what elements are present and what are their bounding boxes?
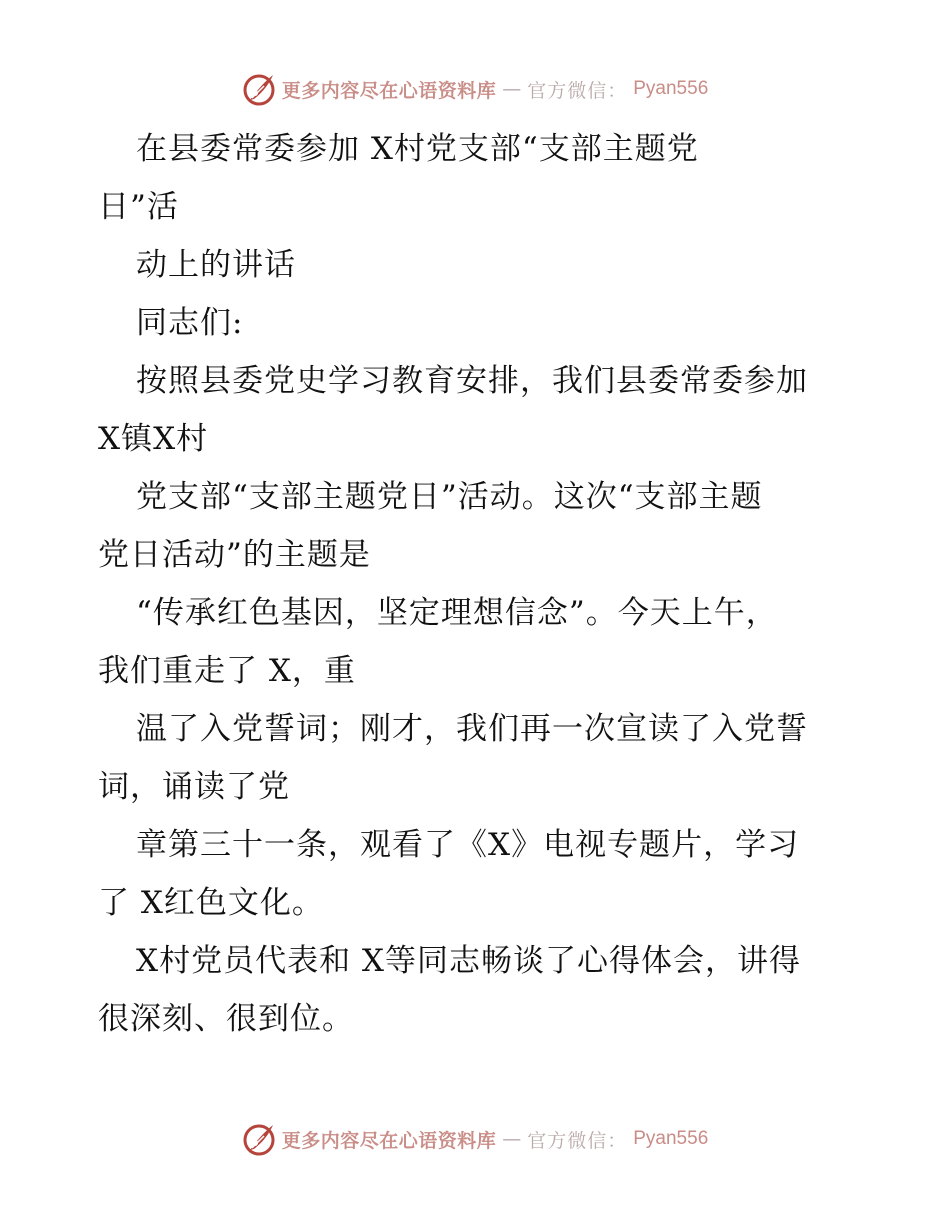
text-line: 温了入党誓词；刚才，我们再一次宣读了入党誓: [136, 711, 808, 747]
text-line: 同志们:: [136, 305, 244, 341]
watermark-wechat-label: 官方微信：: [527, 79, 628, 102]
text-line: X村党员代表和 X等同志畅谈了心得体会，讲得: [136, 943, 801, 979]
quill-logo-icon: [242, 72, 276, 106]
text-line: X镇X村: [98, 421, 209, 457]
text-line: 章第三十一条，观看了《X》电视专题片，学习: [136, 827, 800, 863]
text-line: 我们重走了 X，重: [98, 653, 356, 689]
watermark-wechat-id: Pyan556: [633, 78, 709, 99]
text-line: 词，诵读了党: [98, 769, 290, 805]
text-line: 日”活: [98, 189, 179, 225]
text-line: 在县委常委参加 X村党支部“支部主题党: [136, 131, 699, 167]
watermark-text: 更多内容尽在心语资料库: [281, 1129, 497, 1152]
watermark-separator: —: [502, 1128, 522, 1150]
text-line: 党日活动”的主题是: [98, 537, 371, 573]
watermark-wechat-label: 官方微信：: [527, 1129, 628, 1152]
watermark-text: 更多内容尽在心语资料库: [281, 79, 497, 102]
text-line: 党支部“支部主题党日”活动。这次“支部主题: [136, 479, 763, 515]
quill-logo-icon: [242, 1122, 276, 1156]
text-line: 按照县委党史学习教育安排，我们县委常委参加: [136, 363, 808, 399]
document-body: [98, 120, 858, 1048]
header-watermark: [0, 72, 950, 106]
text-line: 了 X红色文化。: [98, 885, 324, 921]
text-line: 很深刻、很到位。: [98, 1001, 354, 1037]
footer-watermark: [0, 1122, 950, 1156]
watermark-wechat-id: Pyan556: [633, 1128, 709, 1149]
watermark-separator: —: [502, 78, 522, 100]
text-line: “传承红色基因，坚定理想信念”。今天上午，: [136, 595, 778, 631]
text-line: 动上的讲话: [136, 247, 296, 283]
